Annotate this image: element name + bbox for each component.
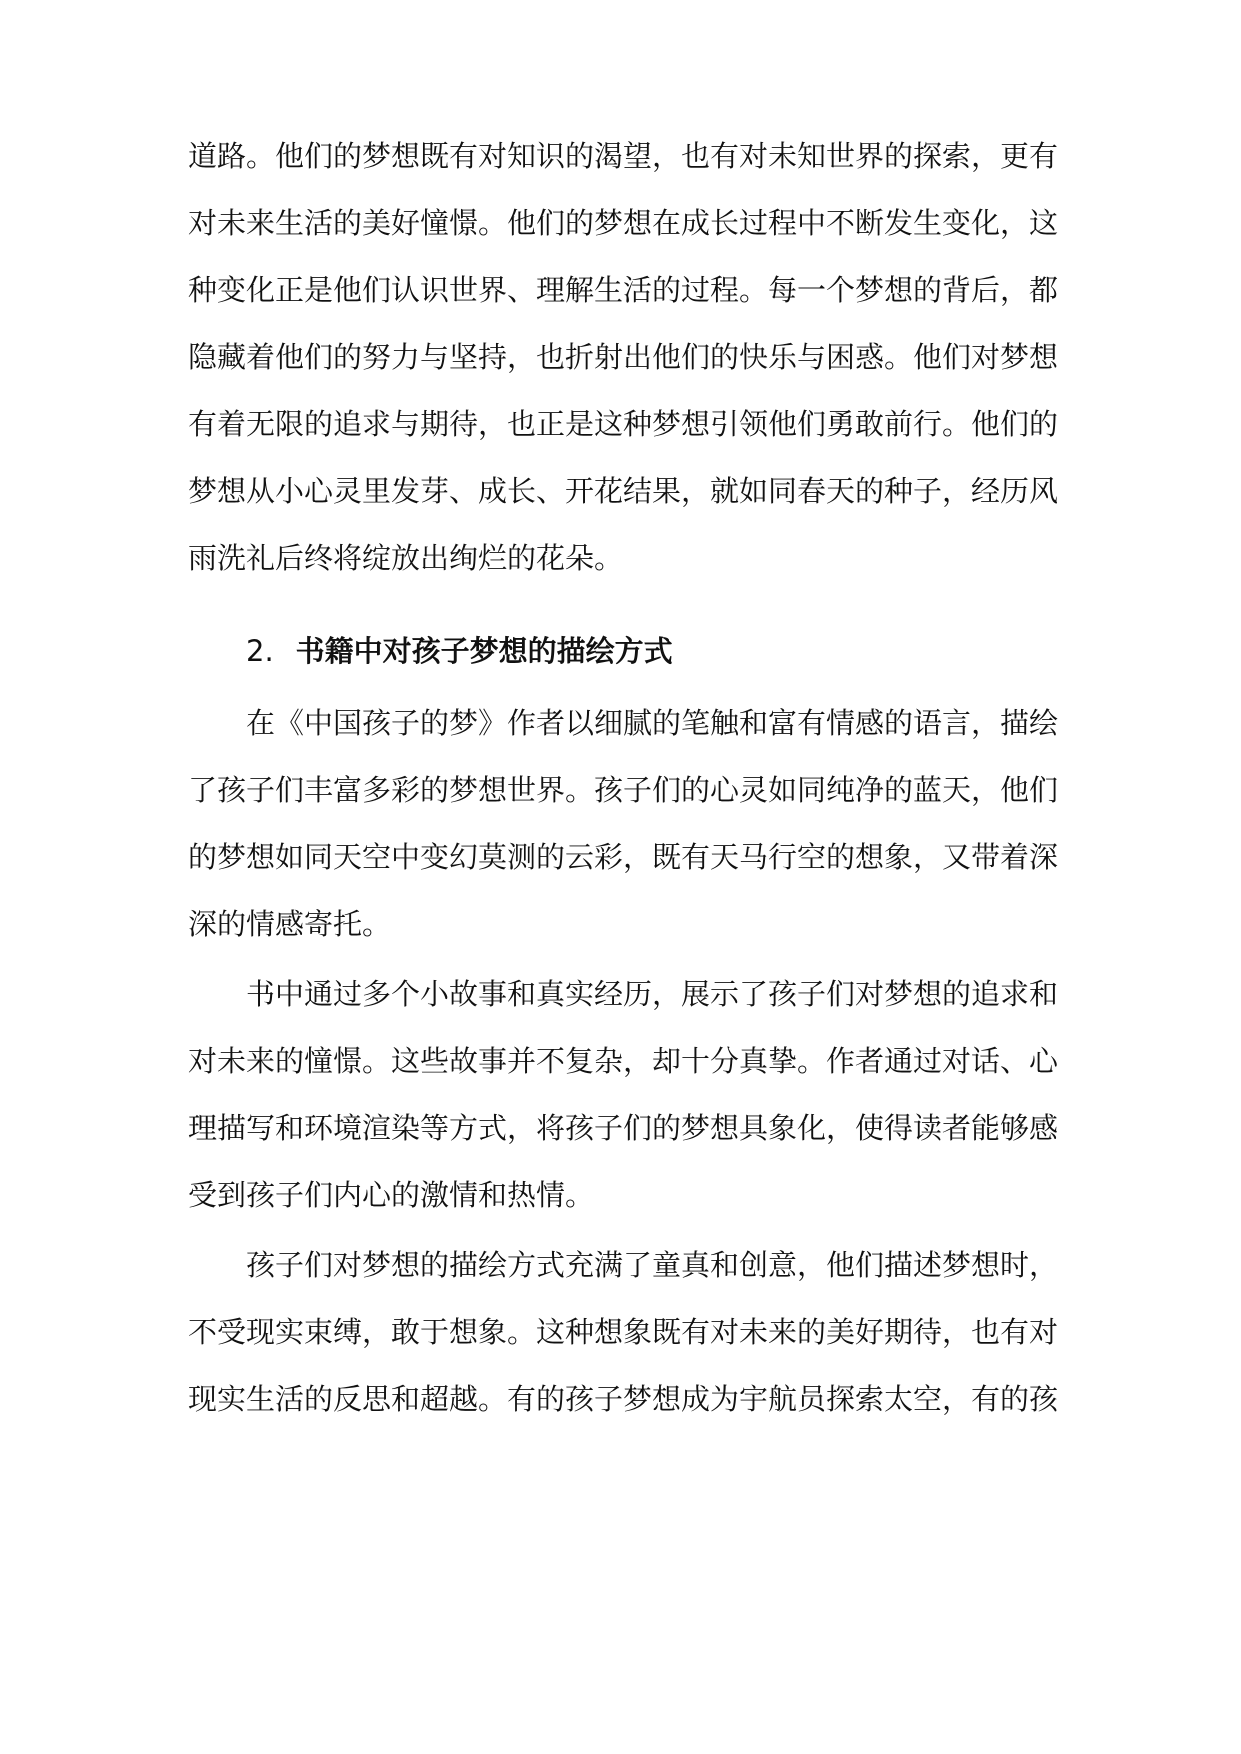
text-line: 对未来的憧憬。这些故事并不复杂，却十分真挚。作者通过对话、心 [188, 1044, 1059, 1078]
text-line: 对未来生活的美好憧憬。他们的梦想在成长过程中不断发生变化，这 [188, 206, 1059, 240]
text-line: 现实生活的反思和超越。有的孩子梦想成为宇航员探索太空，有的孩 [188, 1382, 1059, 1416]
text-line: 受到孩子们内心的激情和热情。 [188, 1178, 595, 1212]
text-line: 的梦想如同天空中变幻莫测的云彩，既有天马行空的想象，又带着深 [188, 840, 1059, 874]
text-line: 种变化正是他们认识世界、理解生活的过程。每一个梦想的背后，都 [188, 273, 1059, 307]
section-title: 书籍中对孩子梦想的描绘方式 [295, 634, 673, 668]
section-number: 2. [246, 634, 274, 668]
text-line: 梦想从小心灵里发芽、成长、开花结果，就如同春天的种子，经历风 [188, 474, 1059, 508]
text-line: 理描写和环境渲染等方式，将孩子们的梦想具象化，使得读者能够感 [188, 1111, 1059, 1145]
text-line: 隐藏着他们的努力与坚持，也折射出他们的快乐与困惑。他们对梦想 [188, 340, 1059, 374]
text-line: 书中通过多个小故事和真实经历，展示了孩子们对梦想的追求和 [246, 977, 1059, 1011]
text-line: 雨洗礼后终将绽放出绚烂的花朵。 [188, 541, 624, 575]
section-heading [246, 631, 673, 671]
text-line: 不受现实束缚，敢于想象。这种想象既有对未来的美好期待，也有对 [188, 1315, 1059, 1349]
text-line: 道路。他们的梦想既有对知识的渴望，也有对未知世界的探索，更有 [188, 139, 1059, 173]
text-line: 在《中国孩子的梦》作者以细腻的笔触和富有情感的语言，描绘 [246, 706, 1059, 740]
text-line: 有着无限的追求与期待，也正是这种梦想引领他们勇敢前行。他们的 [188, 407, 1059, 441]
text-line: 了孩子们丰富多彩的梦想世界。孩子们的心灵如同纯净的蓝天，他们 [188, 773, 1059, 807]
text-line: 孩子们对梦想的描绘方式充满了童真和创意，他们描述梦想时， [246, 1248, 1059, 1282]
text-line: 深的情感寄托。 [188, 907, 392, 941]
